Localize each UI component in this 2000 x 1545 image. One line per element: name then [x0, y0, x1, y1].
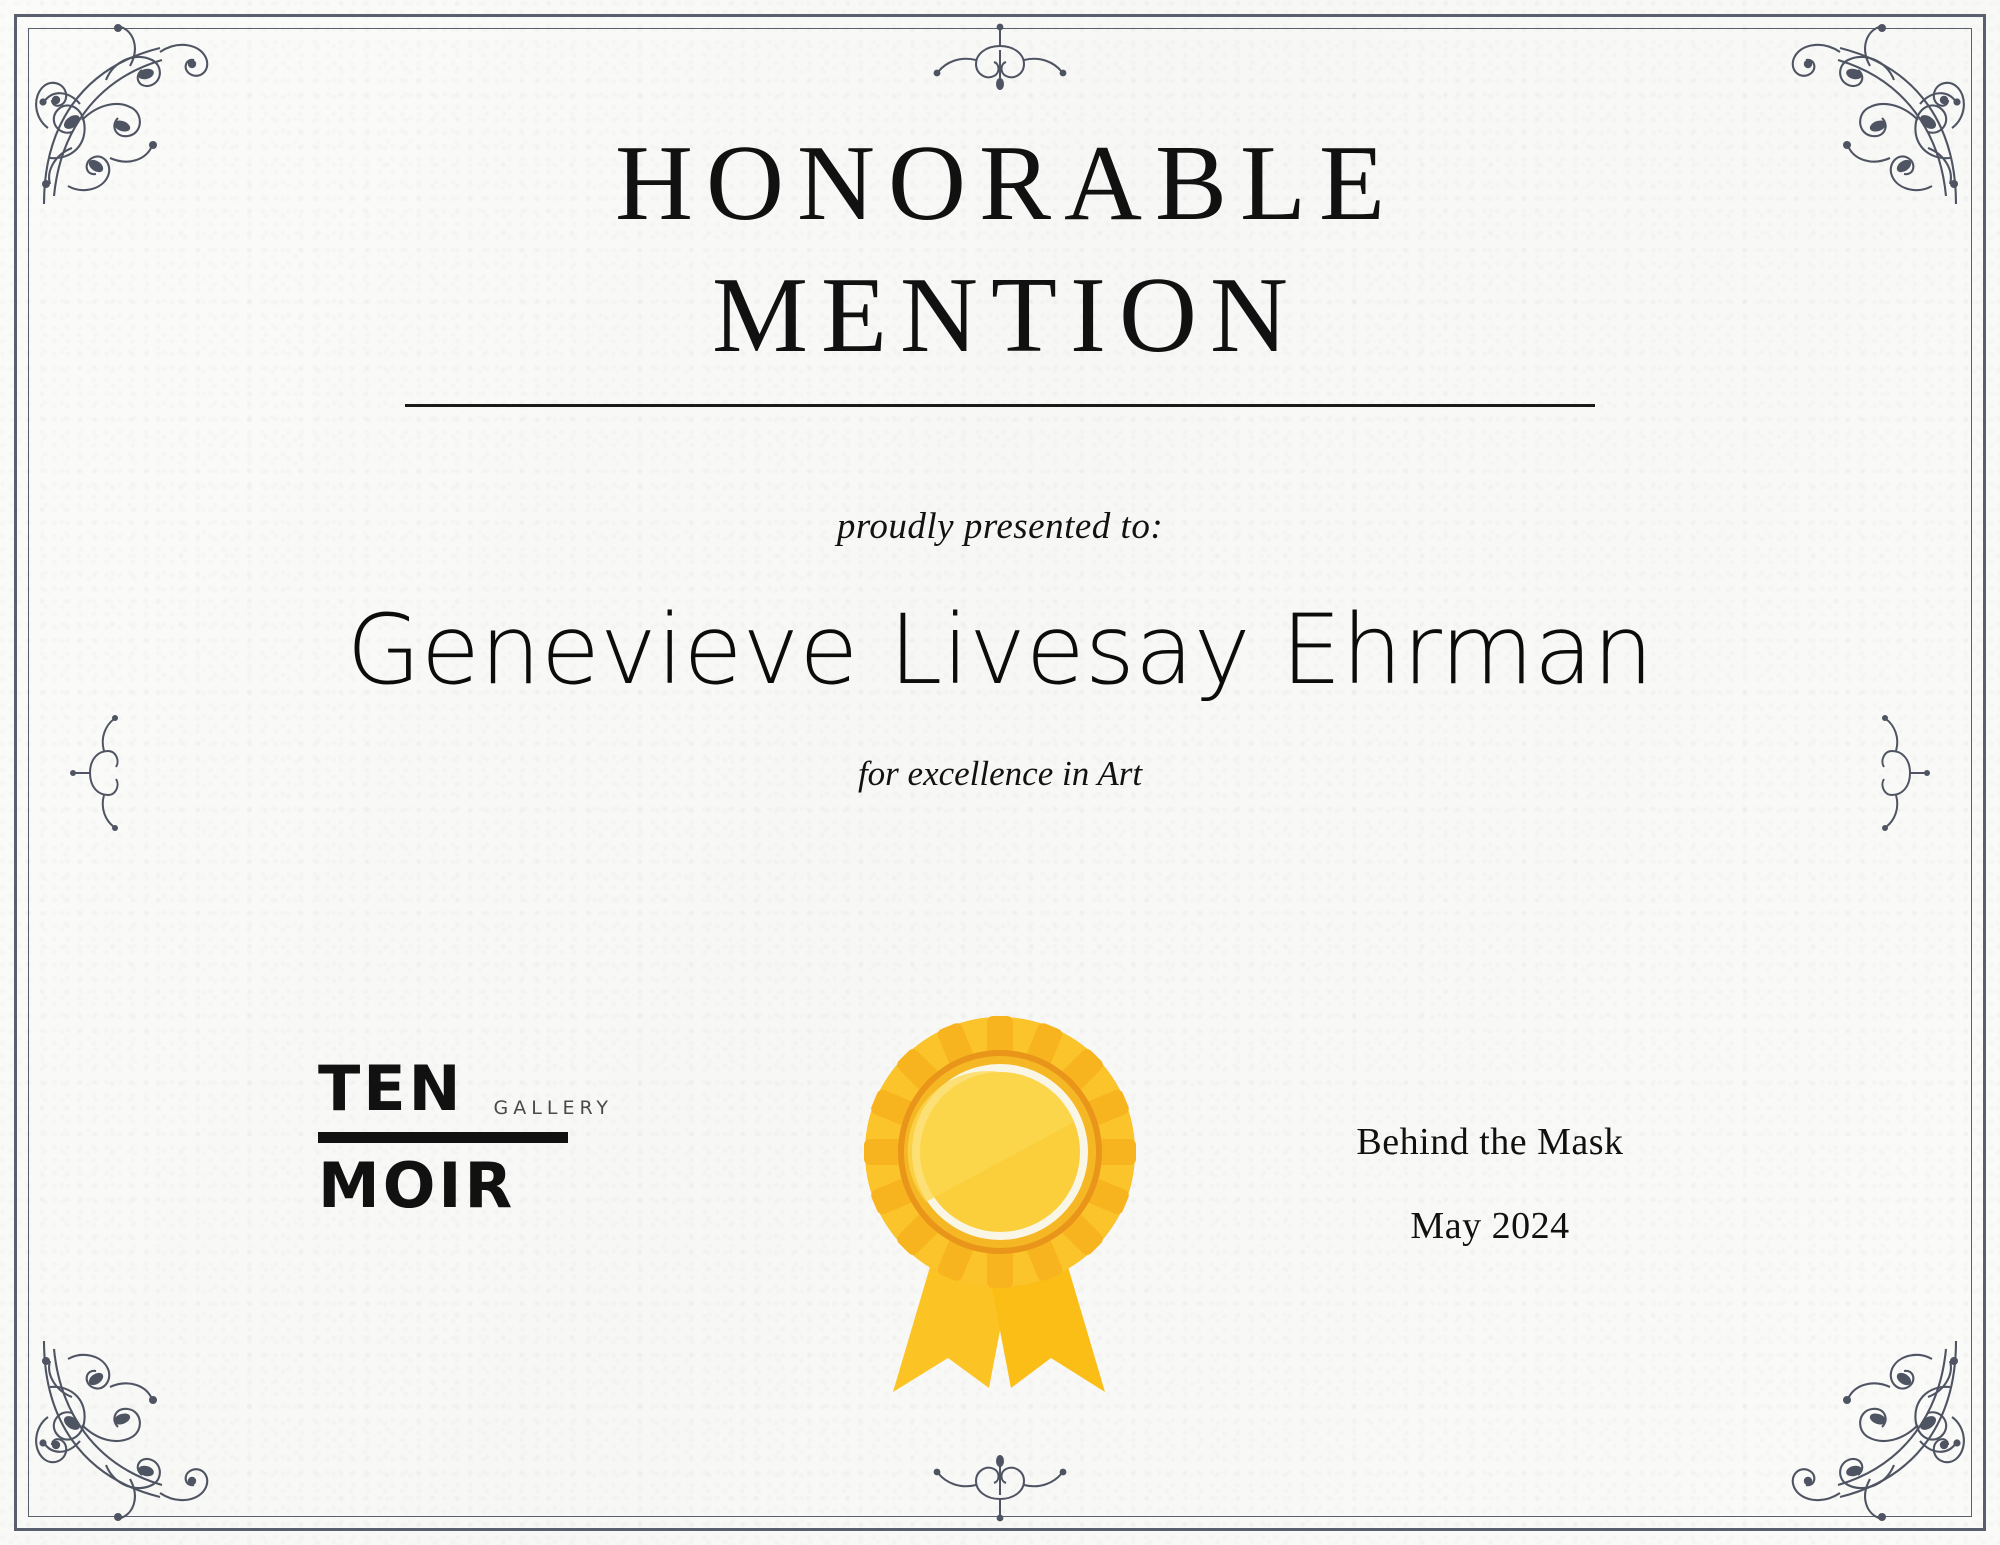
logo-divider: [318, 1132, 568, 1143]
exhibition-meta: [1280, 1120, 1700, 1248]
recipient-name: Genevieve Livesay Ehrman: [346, 593, 1654, 706]
logo-word-gallery: GALLERY: [493, 1097, 614, 1119]
gallery-logo: [318, 1052, 658, 1222]
rosette-ribbon-icon: [785, 1000, 1215, 1400]
exhibition-date: May 2024: [1410, 1205, 1570, 1247]
page-title: [602, 118, 1398, 382]
presented-label: proudly presented to:: [836, 505, 1164, 547]
excellence-label: for excellence in Art: [857, 753, 1143, 793]
title-divider: [405, 404, 1595, 407]
certificate-footer: [0, 1000, 2000, 1430]
title-line-1: HONORABLE: [615, 124, 1398, 243]
logo-top-row: [318, 1052, 658, 1125]
logo-word-ten: TEN: [318, 1052, 464, 1125]
title-line-2: MENTION: [712, 255, 1301, 375]
exhibition-title: Behind the Mask: [1356, 1121, 1624, 1163]
logo-word-moir: MOIR: [318, 1149, 516, 1222]
